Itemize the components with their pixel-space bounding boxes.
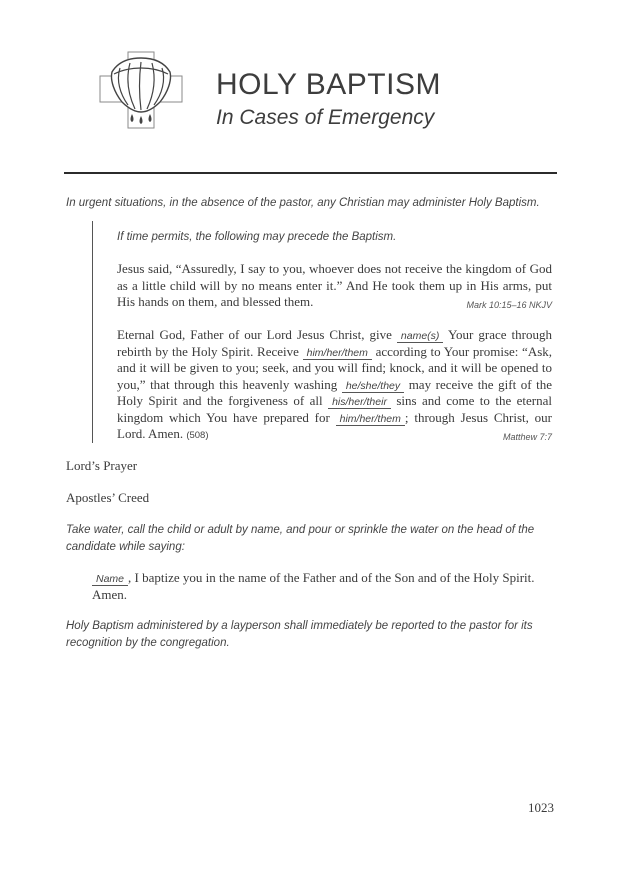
intro-rubric: In urgent situations, in the absence of the pastor, any Christian may administer Holy Baptism. (66, 197, 540, 209)
prayer-part-1: Eternal God, Father of our Lord Jesus Christ, give (117, 327, 392, 342)
optional-readings-block (92, 221, 563, 443)
page-number: 1023 (528, 800, 554, 815)
prayer-reference: Matthew 7:7 (502, 432, 552, 442)
apostles-creed-heading: Apostles’ Creed (66, 490, 150, 505)
fill-blank-his-her-their: his/her/their (328, 396, 391, 409)
baptism-formula (92, 570, 542, 603)
fill-blank-he-she-they: he/she/they (342, 380, 404, 393)
prayer-part-3: according to Your promise: “Ask, and it will be given to you; seek, and you will find; knock, and it will be opened to you,” that through this heavenly washing (117, 343, 553, 392)
fill-blank-him-her-them-2: him/her/them (336, 413, 405, 426)
fill-blank-him-her-them: him/her/them (303, 347, 372, 360)
scripture-reference: Mark 10:15–16 NKJV (466, 300, 552, 310)
optional-rubric: If time permits, the following may precede the Baptism. (117, 231, 397, 243)
title-divider (64, 172, 557, 174)
fill-blank-names: name(s) (397, 330, 444, 343)
shell-with-cross-icon (98, 50, 184, 130)
lords-prayer-heading: Lord’s Prayer (66, 458, 138, 473)
prayer-part-4: may receive the gift of the Holy Spirit and the forgiveness of all (117, 376, 553, 408)
scripture-text: Jesus said, “Assuredly, I say to you, whoever does not receive the kingdom of God as a little child will by no means enter it.” And He took them up in His arms, put His hands on them, and blessed them. (117, 261, 552, 309)
prayer-code: (508) (186, 430, 209, 441)
formula-text: , I baptize you in the name of the Father and of the Son and of the Holy Spirit. Amen. (92, 570, 535, 602)
scripture-paragraph (117, 261, 552, 314)
prayer-part-5: sins and come to the eternal kingdom which You have prepared for (117, 393, 553, 425)
prayer-part-2: Your grace through rebirth by the Holy Spirit. Receive (117, 327, 552, 359)
page-subtitle: In Cases of Emergency (216, 106, 435, 129)
prayer-paragraph (117, 327, 552, 446)
page-title: HOLY BAPTISM (216, 68, 441, 101)
prayer-part-6: ; through Jesus Christ, our Lord. Amen. (117, 409, 552, 441)
fill-blank-name: Name (92, 573, 128, 586)
closing-rubric: Holy Baptism administered by a layperson shall immediately be reported to the pastor for its recognition by the congregation. (66, 620, 533, 649)
water-rubric: Take water, call the child or adult by name, and pour or sprinkle the water on the head of the candidate while saying: (66, 524, 535, 553)
